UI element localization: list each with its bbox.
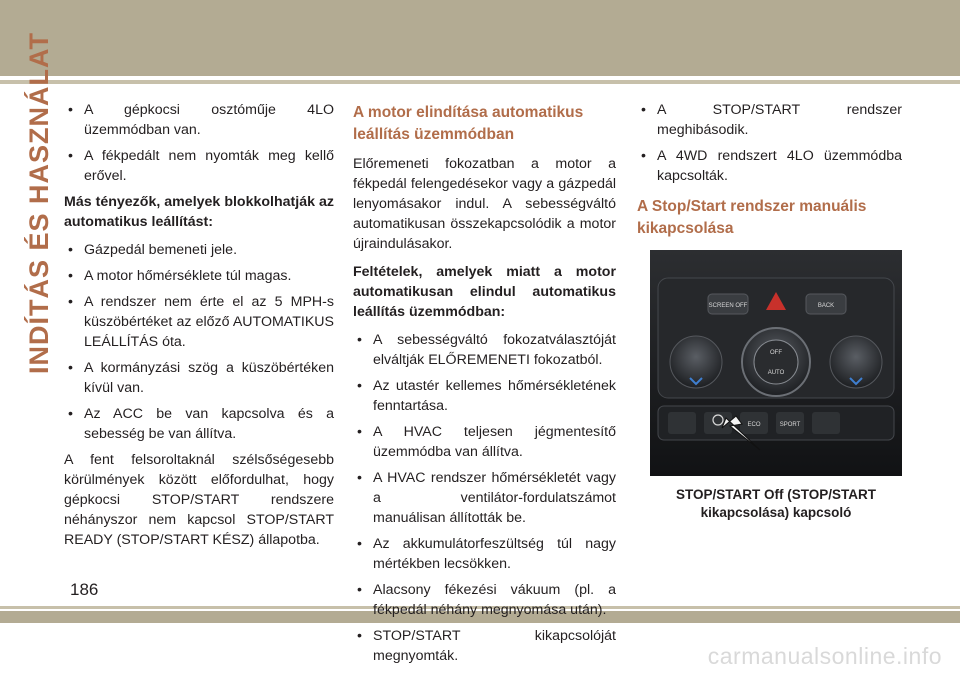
column-3	[637, 100, 902, 522]
screen-off-label: SCREEN OFF	[708, 303, 748, 309]
section-heading: A Stop/Start rendszer manuális kikapcsolása	[637, 198, 867, 237]
column-2	[353, 100, 616, 672]
top-band	[0, 0, 960, 76]
list-item: • A rendszer nem érte el az 5 MPH-s küszöbértéket az előző AUTOMATIKUS LEÁLLÍTÁS óta.	[64, 292, 334, 352]
list-item: • A HVAC teljesen jégmentesítő üzemmódba van állítva.	[353, 422, 616, 462]
section-side-title: INDÍTÁS ÉS HASZNÁLAT	[24, 32, 54, 374]
park-assist-button	[668, 412, 696, 434]
page-number: 186	[70, 580, 99, 599]
off-label: OFF	[770, 350, 782, 356]
section-heading: A motor elindítása automatikus leállítás üzemmódban	[353, 104, 584, 143]
control-panel-photo	[650, 250, 902, 476]
list-item: • A STOP/START rendszer meghibásodik.	[637, 100, 902, 140]
list-item: • Gázpedál bemeneti jele.	[64, 240, 334, 260]
list-item: • Alacsony fékezési vákuum (pl. a fékpedál néhány megnyomása után).	[353, 580, 616, 620]
list-item: • A motor hőmérséklete túl magas.	[64, 266, 334, 286]
list-intro: Feltételek, amelyek miatt a motor automatikusan elindul automatikus leállítás üzemmódban:	[353, 264, 616, 320]
list-item: • A gépkocsi osztóműje 4LO üzemmódban van.	[64, 100, 334, 140]
back-label: BACK	[817, 303, 835, 309]
list-item: • Az utastér kellemes hőmérsékletének fenntartása.	[353, 376, 616, 416]
right-temp-knob	[830, 336, 882, 388]
list-item: • Az akkumulátorfeszültség túl nagy mértékben lecsökken.	[353, 534, 616, 574]
watermark: carmanualsonline.info	[707, 643, 942, 669]
hill-descent-button	[812, 412, 840, 434]
body-paragraph: Előremeneti fokozatban a motor a fékpedál felengedésekor vagy a gázpedál lenyomásakor indul. A sebességváltó automatikusan összekapcsolódik a motor újraindulásakor.	[353, 156, 616, 252]
list-item: • A fékpedált nem nyomták meg kellő erővel.	[64, 146, 334, 186]
list-item: • A kormányzási szög a küszöbértéken kívül van.	[64, 358, 334, 398]
list-item: • Az ACC be van kapcsolva és a sebesség be van állítva.	[64, 404, 334, 444]
figure-caption: STOP/START Off (STOP/START kikapcsolása) kapcsoló	[675, 487, 876, 520]
left-temp-knob	[670, 336, 722, 388]
list-item: • A sebességváltó fokozatválasztóját elváltják ELŐREMENETI fokozatból.	[353, 330, 616, 370]
control-panel-illustration	[650, 250, 902, 476]
body-paragraph: A fent felsoroltaknál szélsőségesebb körülmények között előfordulhat, hogy gépkocsi STOP/START rendszere néhányszor nem kapcsol STOP/START READY (STOP/START KÉSZ) állapotba.	[64, 452, 334, 548]
top-rule	[0, 80, 960, 84]
list-item: • A HVAC rendszer hőmérsékletét vagy a ventilátor-fordulatszámot manuálisan állították be.	[353, 468, 616, 528]
column-1	[64, 100, 334, 558]
list-item: • A 4WD rendszert 4LO üzemmódba kapcsolták.	[637, 146, 902, 186]
list-item: • STOP/START kikapcsolóját megnyomták.	[353, 626, 616, 666]
eco-label: ECO	[747, 422, 761, 428]
auto-label: AUTO	[767, 370, 785, 376]
list-intro: Más tényezők, amelyek blokkolhatják az automatikus leállítást:	[64, 194, 334, 230]
sport-label: SPORT	[779, 422, 801, 428]
